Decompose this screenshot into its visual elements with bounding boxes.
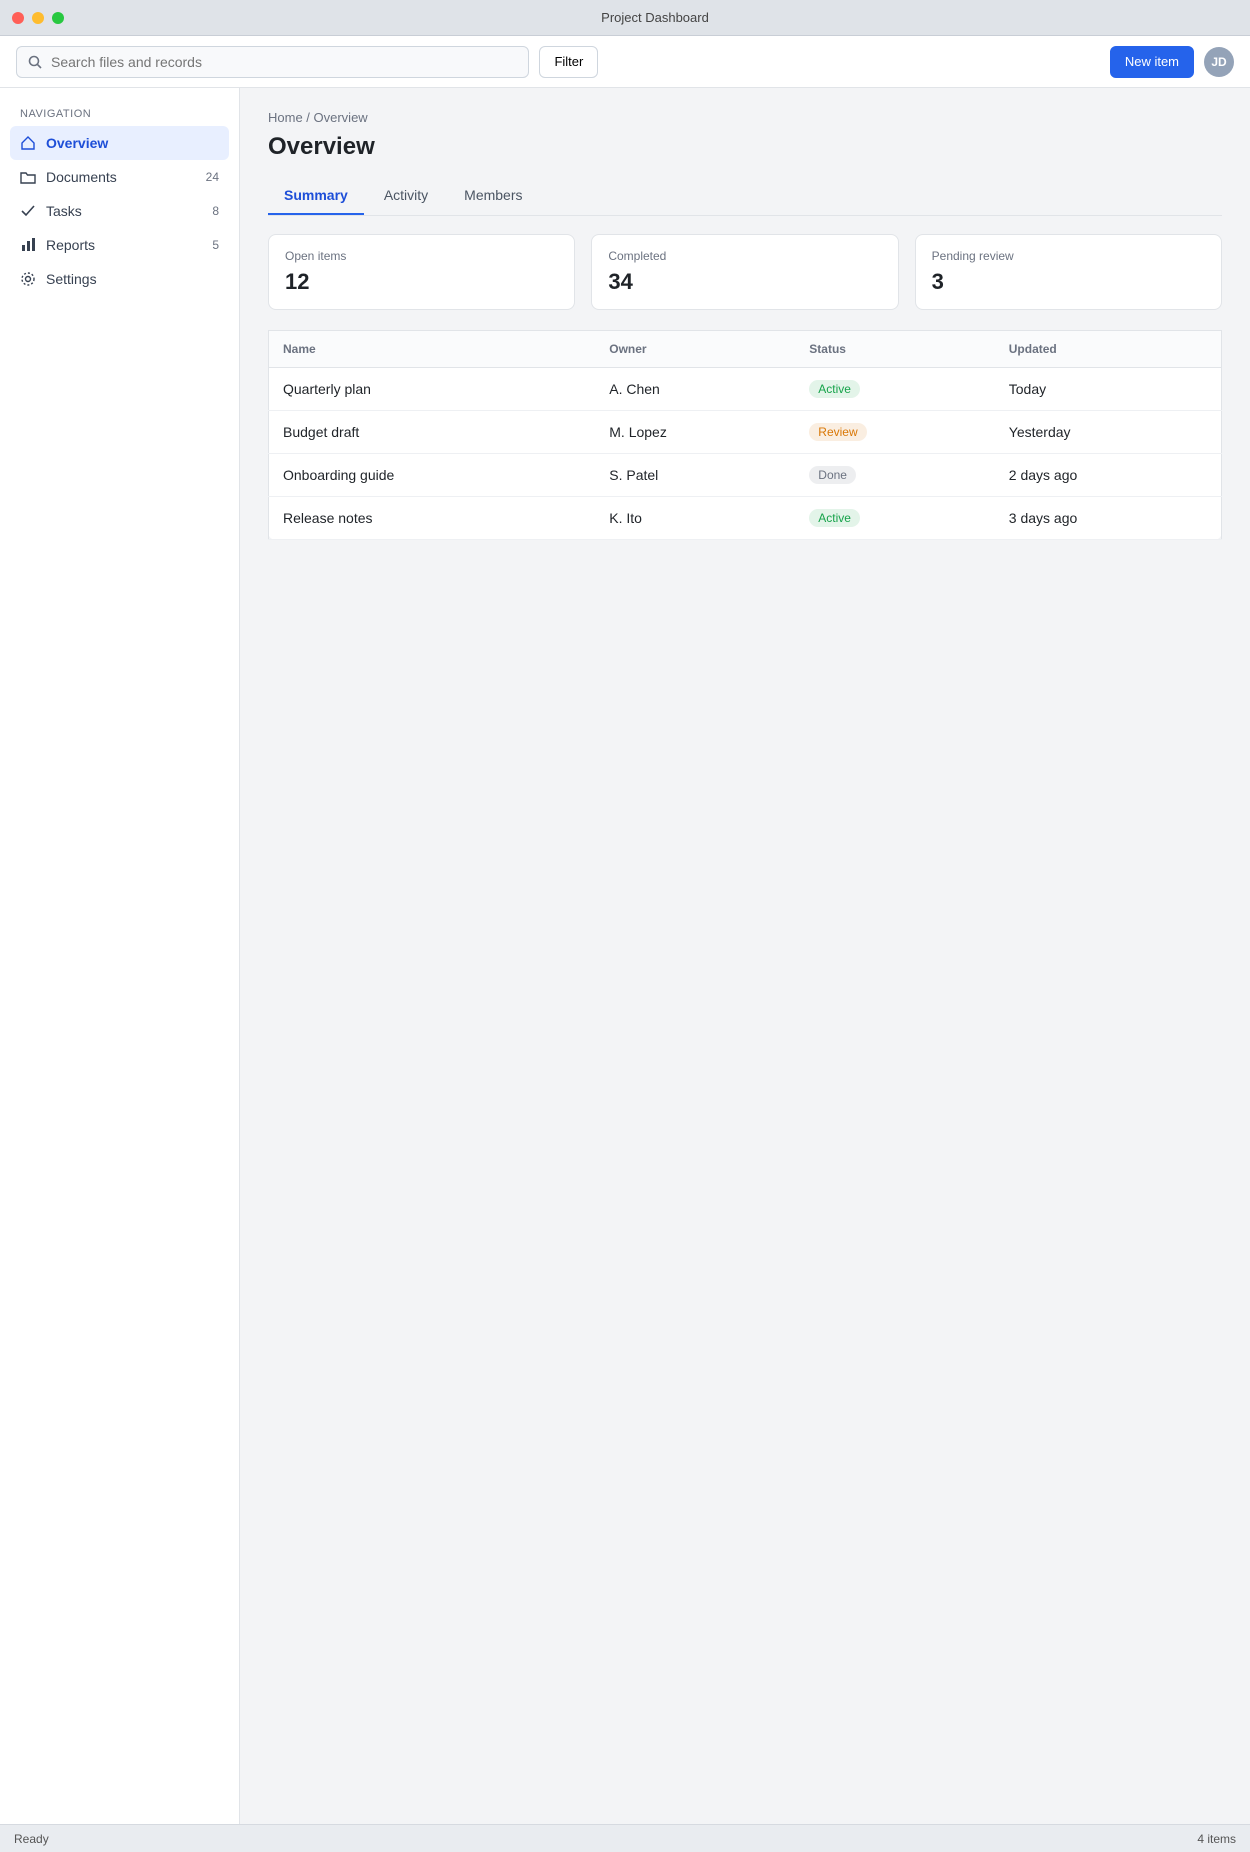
- status-badge: Review: [809, 423, 866, 441]
- table-cell: S. Patel: [595, 454, 795, 497]
- search-icon: [27, 54, 43, 70]
- status-cell: [795, 454, 994, 497]
- table-cell: 3 days ago: [995, 497, 1222, 540]
- close-window-button[interactable]: [12, 12, 24, 24]
- sidebar-item-label: Documents: [46, 169, 117, 185]
- sidebar-item-settings[interactable]: [10, 262, 229, 296]
- sidebar-item-label: Settings: [46, 271, 97, 287]
- tab-bar: [268, 177, 1222, 216]
- table-cell: Onboarding guide: [269, 454, 596, 497]
- check-icon: [20, 203, 36, 219]
- sidebar-item-count: 24: [205, 170, 219, 184]
- sidebar-heading: NAVIGATION: [20, 108, 92, 120]
- stat-card: [915, 234, 1222, 310]
- records-table: [268, 330, 1222, 540]
- table-cell: A. Chen: [595, 368, 795, 411]
- table-cell: K. Ito: [595, 497, 795, 540]
- table-cell: 2 days ago: [995, 454, 1222, 497]
- gear-icon: [20, 271, 36, 287]
- table-row[interactable]: [269, 368, 1222, 411]
- chart-icon: [20, 237, 36, 253]
- table-row[interactable]: [269, 454, 1222, 497]
- stat-label: Completed: [608, 249, 667, 263]
- table-row[interactable]: [269, 411, 1222, 454]
- item-count: 4 items: [1197, 1831, 1236, 1846]
- sidebar-item-tasks[interactable]: [10, 194, 229, 228]
- sidebar-item-count: 5: [212, 238, 219, 252]
- stat-card: [268, 234, 575, 310]
- folder-icon: [20, 169, 36, 185]
- stats-row: [268, 234, 1222, 310]
- column-header[interactable]: Owner: [595, 331, 795, 368]
- stat-value: 3: [931, 269, 944, 294]
- breadcrumb[interactable]: Home / Overview: [268, 110, 368, 125]
- window-title: Project Dashboard: [601, 10, 709, 25]
- home-icon: [20, 135, 36, 151]
- page-title: Overview: [268, 133, 375, 160]
- sidebar-item-label: Overview: [46, 135, 109, 151]
- table-cell: Budget draft: [269, 411, 596, 454]
- column-header[interactable]: Status: [795, 331, 994, 368]
- column-header[interactable]: Name: [269, 331, 596, 368]
- table-header-row: [269, 331, 1222, 368]
- status-cell: [795, 497, 994, 540]
- table-cell: Yesterday: [995, 411, 1222, 454]
- sidebar-item-overview[interactable]: [10, 126, 229, 160]
- minimize-window-button[interactable]: [32, 12, 44, 24]
- title-bar: [0, 0, 1250, 36]
- stat-card: [591, 234, 898, 310]
- column-header[interactable]: Updated: [995, 331, 1222, 368]
- status-cell: [795, 368, 994, 411]
- status-bar: [0, 1824, 1250, 1852]
- sidebar: [0, 88, 240, 1824]
- filter-button[interactable]: Filter: [539, 46, 598, 78]
- sidebar-item-reports[interactable]: [10, 228, 229, 262]
- toolbar: [0, 36, 1250, 88]
- sidebar-item-label: Tasks: [46, 203, 82, 219]
- tab-summary[interactable]: Summary: [268, 177, 364, 215]
- status-cell: [795, 411, 994, 454]
- table-cell: Release notes: [269, 497, 596, 540]
- stat-label: Open items: [285, 249, 347, 263]
- search-box[interactable]: [16, 46, 529, 78]
- table-cell: M. Lopez: [595, 411, 795, 454]
- sidebar-item-count: 8: [212, 204, 219, 218]
- status-text: Ready: [14, 1831, 49, 1846]
- new-item-button[interactable]: New item: [1110, 46, 1194, 78]
- stat-value: 12: [285, 269, 310, 294]
- status-badge: Active: [809, 509, 860, 527]
- search-input[interactable]: [51, 54, 518, 70]
- table-row[interactable]: [269, 497, 1222, 540]
- status-badge: Done: [809, 466, 856, 484]
- tab-members[interactable]: Members: [464, 187, 523, 203]
- tab-activity[interactable]: Activity: [383, 187, 429, 203]
- table-cell: Today: [995, 368, 1222, 411]
- stat-label: Pending review: [931, 249, 1014, 263]
- maximize-window-button[interactable]: [52, 12, 64, 24]
- main-content: [240, 88, 1250, 1824]
- table-cell: Quarterly plan: [269, 368, 596, 411]
- avatar[interactable]: JD: [1204, 47, 1234, 77]
- sidebar-item-label: Reports: [46, 237, 96, 253]
- stat-value: 34: [608, 269, 633, 294]
- status-badge: Active: [809, 380, 860, 398]
- sidebar-item-documents[interactable]: [10, 160, 229, 194]
